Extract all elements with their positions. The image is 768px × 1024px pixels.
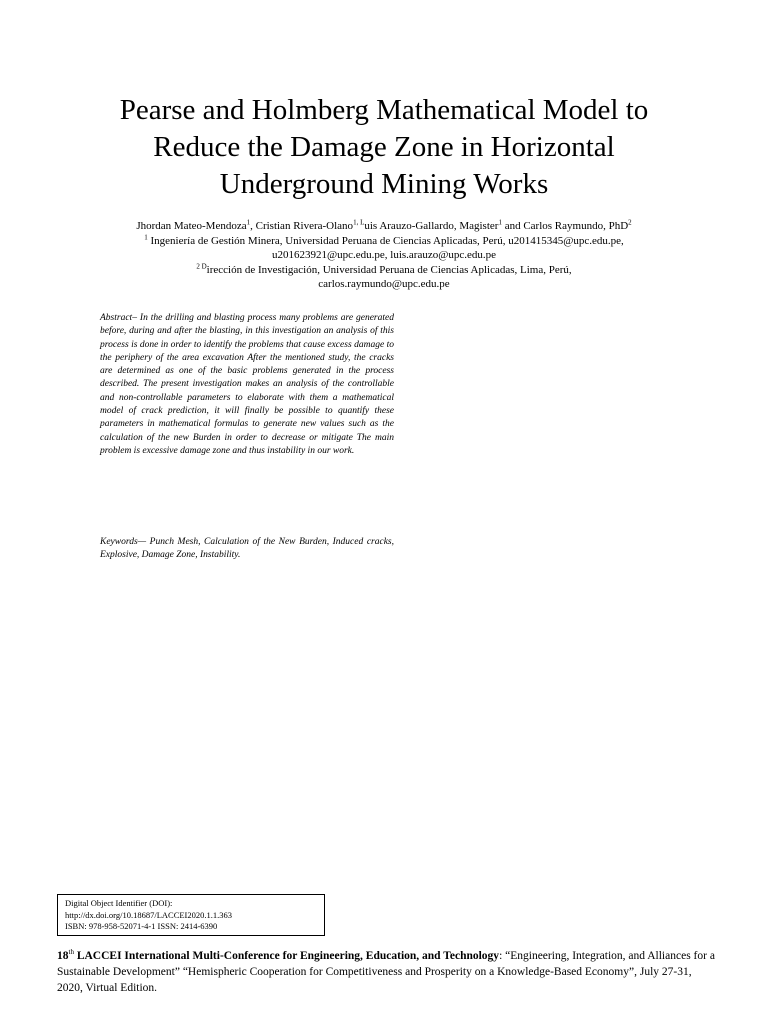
isbn-issn: ISBN: 978-958-52071-4-1 ISSN: 2414-6390 [65, 921, 218, 931]
author-3-affiliation: 1 [498, 218, 502, 227]
doi-label: Digital Object Identifier (DOI): [65, 898, 173, 908]
author-4-name: and Carlos Raymundo, PhD [501, 220, 629, 232]
affiliation-2-line-2: carlos.raymundo@upc.edu.pe [318, 278, 450, 290]
title-line-3: Underground Mining Works [219, 168, 549, 200]
title-line-2: Reduce the Damage Zone in Horizontal [153, 131, 615, 163]
affiliation-2-line-1 [40, 263, 728, 278]
affiliation-1-line-1 [40, 234, 728, 249]
conference-name: LACCEI International Multi-Conference for Engineering, Education, and Technology [73, 950, 500, 962]
conference-edition-number: 18 [57, 950, 69, 962]
abstract-label: Abstract– [100, 313, 137, 323]
author-block [40, 219, 728, 292]
title-line-1: Pearse and Holmberg Mathematical Model to [119, 94, 649, 126]
affiliation-2-text: irección de Investigación, Universidad Peruana de Ciencias Aplicadas, Lima, Perú, [206, 263, 572, 276]
author-1-name: Jhordan Mateo-Mendoza [136, 220, 247, 232]
keywords-label: Keywords— [100, 537, 147, 547]
doi-box [57, 894, 325, 936]
keywords-paragraph [100, 536, 394, 563]
conference-footer [57, 948, 717, 996]
author-2-affiliation: 1, L [353, 218, 365, 227]
keywords-text: Punch Mesh, Calculation of the New Burden, Induced cracks, Explosive, Damage Zone, Instability. [100, 537, 394, 561]
paper-title [60, 92, 708, 203]
author-1-affiliation: 1 [246, 218, 251, 227]
abstract-text: In the drilling and blasting process many problems are generated before, during and after the blasting, in this investigation an analysis of this process is done in order to identify the problems that cause excess damage to the periphery of the area excavation After the mentioned study, the cracks are determined as one of the basic problems generated in the process described. The present investigation makes an analysis of the controllable and non-controllable parameters to elaborate with them a mathematical model of crack prediction, it will finally be possible to quantify these parameters in mathematical formulas to generate new values such as the calculation of the new Burden in order to decrease or mitigate The main problem is excessive damage zone and thus instability in our work. [100, 313, 394, 456]
affiliation-2-marker: 2 D [196, 261, 207, 270]
doi-link[interactable]: http://dx.doi.org/10.18687/LACCEI2020.1.1.363 [65, 909, 233, 920]
conference-edition-suffix: th [68, 948, 74, 957]
affiliation-1-line-2: u201623921@upc.edu.pe, luis.arauzo@upc.edu.pe [271, 249, 496, 261]
affiliation-1-text: Ingeniería de Gestión Minera, Universidad Peruana de Ciencias Aplicadas, Perú, u201415345@upc.edu.pe, [147, 234, 624, 247]
author-3-name: uis Arauzo-Gallardo, Magister [364, 220, 499, 232]
author-list [40, 219, 728, 234]
affiliation-1-marker: 1 [144, 232, 148, 241]
abstract-paragraph [100, 312, 394, 458]
conference-details: : “Engineering, Integration, and Alliances for a Sustainable Development” “Hemispheric Cooperation for Competitiveness and Prosperity on a Knowledge-Based Economy”, July 27-31, 2020, Virtual Edition. [57, 950, 715, 994]
author-4-affiliation: 2 [628, 218, 632, 227]
author-2-name: , Cristian Rivera-Olano [250, 220, 354, 232]
